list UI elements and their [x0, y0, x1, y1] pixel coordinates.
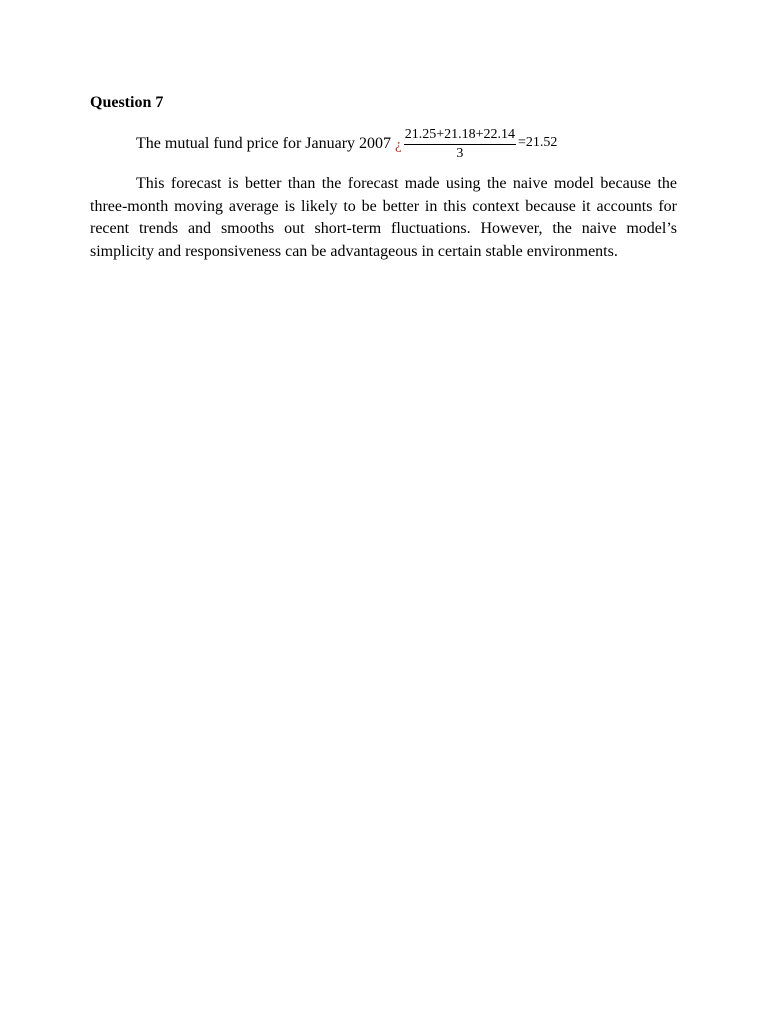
equation-result: =21.52 — [518, 135, 558, 150]
fraction-numerator: 21.25+21.18+22.14 — [404, 127, 516, 145]
answer-paragraph: This forecast is better than the forecast made using the naive model because the three-month moving average is likely to be better in this context because it accounts for recent trends and smooths out short-term fluctuations. However, the naive model’s simplicity and responsiveness can be advantageous in certain stable environments. — [90, 175, 677, 260]
equation-lead-text: The mutual fund price for January 2007 — [136, 135, 392, 152]
equation-line — [136, 124, 557, 164]
equation-symbol-glitch: ¿ — [395, 136, 402, 153]
fraction-denominator: 3 — [456, 145, 464, 161]
question-heading: Question 7 — [90, 94, 164, 111]
equation-fraction — [404, 127, 516, 162]
